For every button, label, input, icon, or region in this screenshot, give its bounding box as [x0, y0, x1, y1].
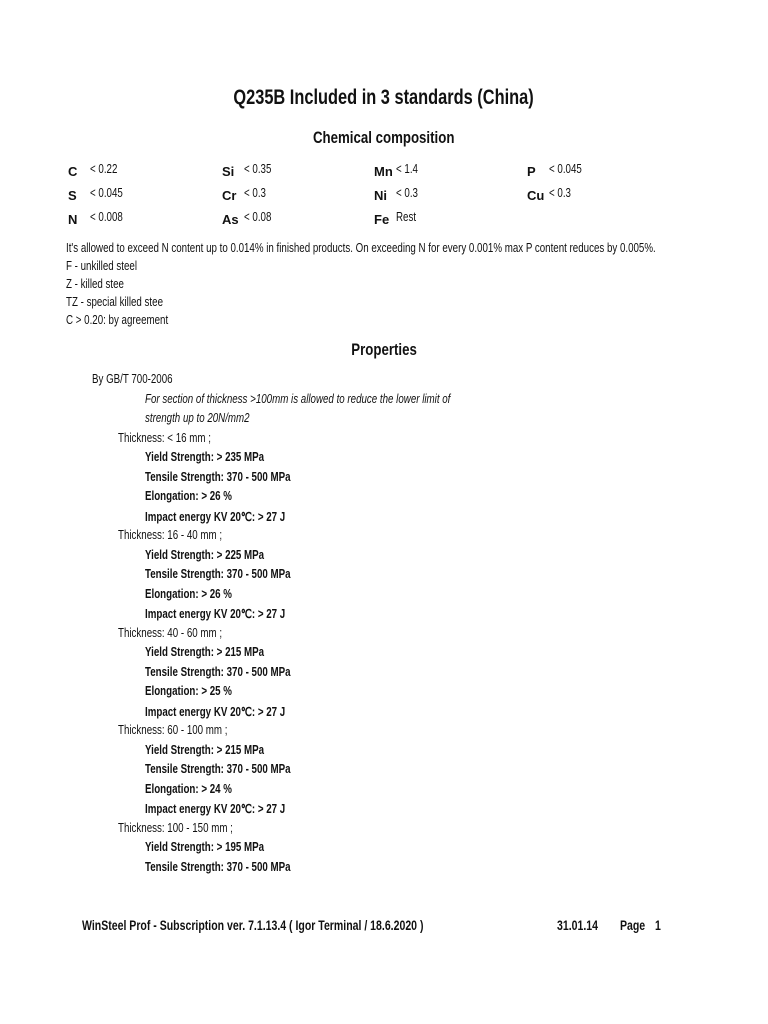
property-value	[145, 704, 325, 719]
element-value: < 0.3	[396, 186, 418, 200]
property-value-text: Elongation: > 26 %	[145, 489, 232, 503]
property-value-text: Tensile Strength: 370 - 500 MPa	[145, 567, 291, 581]
element-value: < 0.22	[90, 162, 118, 176]
property-value-text: Impact energy KV 20℃: > 27 J	[145, 607, 286, 621]
property-value	[145, 860, 332, 874]
property-value	[145, 645, 298, 659]
property-value-text: Yield Strength: > 195 MPa	[145, 840, 265, 854]
element-symbol: Cr	[222, 188, 237, 203]
composition-cell	[374, 162, 514, 182]
property-value-text: Yield Strength: > 215 MPa	[145, 743, 265, 757]
property-value	[145, 606, 325, 621]
thickness-note	[145, 411, 279, 425]
property-value-text: Tensile Strength: 370 - 500 MPa	[145, 762, 291, 776]
thickness-label	[118, 723, 258, 737]
standard-label-text: By GB/T 700-2006	[92, 372, 173, 386]
property-value-text: Tensile Strength: 370 - 500 MPa	[145, 470, 291, 484]
footer-software: WinSteel Prof - Subscription ver. 7.1.13.4 ( Igor Terminal / 18.6.2020 )	[82, 918, 424, 933]
composition-notes	[66, 239, 768, 329]
thickness-note	[145, 392, 537, 406]
composition-cell	[68, 186, 208, 206]
property-value-text: Tensile Strength: 370 - 500 MPa	[145, 860, 291, 874]
footer-date: 31.01.14	[557, 918, 598, 933]
properties-heading: Properties	[351, 340, 417, 359]
thickness-label-text: Thickness: 40 - 60 mm ;	[118, 626, 223, 640]
element-symbol: As	[222, 212, 239, 227]
element-symbol: Fe	[374, 212, 390, 227]
property-value	[145, 470, 332, 484]
standard-label	[92, 372, 195, 386]
element-value: < 0.045	[549, 162, 582, 176]
composition-cell	[374, 186, 514, 206]
property-value-text: Elongation: > 25 %	[145, 684, 232, 698]
property-value	[145, 567, 332, 581]
note-line: Z - killed stee	[66, 277, 124, 291]
property-value	[145, 548, 298, 562]
property-value	[145, 450, 298, 464]
element-value: < 0.3	[244, 186, 266, 200]
element-symbol: C	[68, 164, 78, 179]
property-value	[145, 509, 325, 524]
property-value	[145, 762, 332, 776]
property-value	[145, 489, 256, 503]
element-value: < 0.3	[549, 186, 571, 200]
composition-cell	[222, 186, 362, 206]
footer-page-number: 1	[655, 918, 661, 933]
property-value	[145, 743, 298, 757]
element-symbol: Si	[222, 164, 235, 179]
composition-cell	[222, 162, 362, 182]
property-value	[145, 840, 298, 854]
property-value	[145, 782, 256, 796]
thickness-label	[118, 431, 237, 445]
property-value-text: Yield Strength: > 225 MPa	[145, 548, 265, 562]
thickness-label-text: Thickness: 16 - 40 mm ;	[118, 528, 223, 542]
element-symbol: P	[527, 164, 536, 179]
chemical-composition-heading: Chemical composition	[313, 128, 455, 147]
composition-cell	[527, 162, 667, 182]
thickness-note-text: strength up to 20N/mm2	[145, 411, 250, 425]
property-value	[145, 587, 256, 601]
property-value-text: Elongation: > 24 %	[145, 782, 232, 796]
element-value: < 1.4	[396, 162, 418, 176]
element-symbol: Ni	[374, 188, 387, 203]
element-symbol: Mn	[374, 164, 393, 179]
chemical-composition-table	[0, 158, 768, 234]
property-value-text: Impact energy KV 20℃: > 27 J	[145, 510, 286, 524]
property-value-text: Yield Strength: > 215 MPa	[145, 645, 265, 659]
thickness-note-text: For section of thickness >100mm is allowed to reduce the lower limit of	[145, 392, 451, 406]
composition-cell	[68, 162, 208, 182]
thickness-label	[118, 528, 251, 542]
composition-cell	[527, 186, 667, 206]
property-value-text: Tensile Strength: 370 - 500 MPa	[145, 665, 291, 679]
note-line: It's allowed to exceed N content up to 0.014% in finished products. On exceeding N for every 0.001% max P content reduces by 0.005%.	[66, 241, 656, 255]
element-symbol: S	[68, 188, 77, 203]
composition-cell	[374, 210, 514, 230]
element-symbol: Cu	[527, 188, 545, 203]
property-value	[145, 665, 332, 679]
property-value	[145, 684, 256, 698]
page-footer	[0, 918, 768, 938]
note-line: TZ - special killed stee	[66, 295, 164, 309]
note-line: C > 0.20: by agreement	[66, 313, 169, 327]
property-value-text: Elongation: > 26 %	[145, 587, 232, 601]
composition-cell	[68, 210, 208, 230]
footer-page-label: Page	[620, 918, 646, 933]
thickness-label	[118, 821, 265, 835]
thickness-label-text: Thickness: 100 - 150 mm ;	[118, 821, 233, 835]
thickness-label-text: Thickness: < 16 mm ;	[118, 431, 211, 445]
property-value-text: Impact energy KV 20℃: > 27 J	[145, 705, 286, 719]
composition-cell	[222, 210, 362, 230]
element-value: Rest	[396, 210, 417, 224]
property-value	[145, 801, 325, 816]
element-symbol: N	[68, 212, 78, 227]
element-value: < 0.008	[90, 210, 123, 224]
document-title: Q235B Included in 3 standards (China)	[233, 86, 535, 109]
note-line: F - unkilled steel	[66, 259, 137, 273]
thickness-label	[118, 626, 251, 640]
element-value: < 0.045	[90, 186, 123, 200]
property-value-text: Impact energy KV 20℃: > 27 J	[145, 802, 286, 816]
thickness-label-text: Thickness: 60 - 100 mm ;	[118, 723, 228, 737]
element-value: < 0.35	[244, 162, 272, 176]
element-value: < 0.08	[244, 210, 272, 224]
property-value-text: Yield Strength: > 235 MPa	[145, 450, 265, 464]
